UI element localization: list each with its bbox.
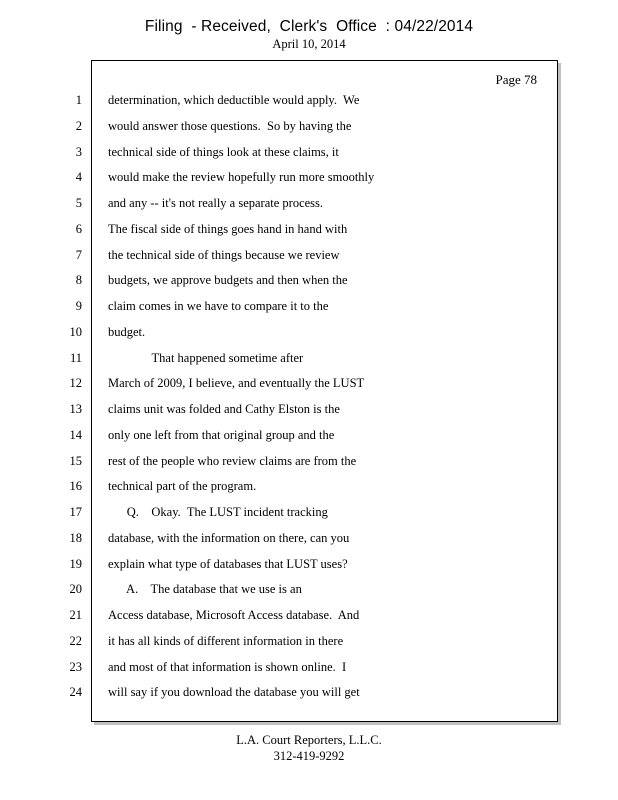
transcript-line [0, 222, 560, 240]
transcript-line [0, 479, 560, 497]
transcript-line [0, 428, 560, 446]
line-text: the technical side of things because we review [108, 247, 340, 262]
transcript-line [0, 685, 560, 703]
line-text: would answer those questions. So by having the [108, 118, 352, 133]
line-number: 3 [75, 144, 82, 159]
line-number: 16 [69, 479, 82, 494]
line-text: Access database, Microsoft Access database. And [108, 608, 360, 622]
line-text: That happened sometime after [108, 350, 304, 365]
transcript-line [0, 505, 560, 523]
line-text: budgets, we approve budgets and then when the [108, 273, 348, 288]
line-number: 14 [69, 427, 82, 442]
line-text: explain what type of databases that LUST uses? [108, 556, 348, 571]
transcript-line [0, 454, 560, 472]
transcript-line [0, 634, 560, 652]
court-reporter-phone: 312-419-9292 [273, 749, 345, 763]
page-number: Page 78 [495, 72, 537, 87]
line-number: 1 [75, 93, 82, 107]
filing-stamp: Filing - Received, Clerk's Office : 04/22/2014 [144, 18, 474, 35]
line-number: 13 [69, 402, 82, 416]
line-number: 12 [69, 376, 82, 391]
line-number: 21 [69, 608, 82, 622]
transcript-line [0, 325, 560, 343]
transcript-line [0, 299, 560, 317]
transcript-line [0, 145, 560, 163]
transcript-line [0, 351, 560, 369]
line-number: 19 [69, 556, 82, 571]
line-text: budget. [108, 324, 146, 339]
line-number: 8 [75, 273, 82, 288]
transcript-line [0, 608, 560, 626]
line-number: 15 [69, 453, 82, 468]
transcript-line [0, 557, 560, 575]
line-text: claim comes in we have to compare it to the [108, 299, 329, 313]
transcript-line [0, 93, 560, 111]
line-number: 17 [69, 505, 82, 519]
line-text: technical side of things look at these claims, it [108, 144, 339, 159]
line-text: Q. Okay. The LUST incident tracking [108, 505, 328, 519]
line-text: claims unit was folded and Cathy Elston is the [108, 402, 340, 416]
transcript-line [0, 402, 560, 420]
line-number: 7 [75, 247, 82, 262]
transcript-line [0, 119, 560, 137]
line-text: March of 2009, I believe, and eventually the LUST [108, 376, 365, 391]
transcript-line [0, 248, 560, 266]
line-number: 24 [69, 685, 82, 700]
line-number: 4 [75, 170, 82, 185]
transcript-date: April 10, 2014 [272, 37, 346, 51]
line-text: technical part of the program. [108, 479, 257, 494]
transcript-line [0, 531, 560, 549]
line-text: and any -- it's not really a separate process. [108, 196, 324, 210]
line-number: 10 [69, 324, 82, 339]
line-text: would make the review hopefully run more smoothly [108, 170, 375, 185]
court-reporter-name: L.A. Court Reporters, L.L.C. [236, 733, 382, 747]
line-text: rest of the people who review claims are from the [108, 453, 357, 468]
transcript-line [0, 273, 560, 291]
line-text: determination, which deductible would apply. We [108, 93, 360, 107]
line-number: 2 [75, 118, 82, 133]
line-number: 9 [75, 299, 82, 313]
line-number: 5 [75, 196, 82, 210]
line-text: will say if you download the database you will get [108, 685, 360, 700]
line-text: and most of that information is shown online. I [108, 659, 347, 674]
line-text: The fiscal side of things goes hand in hand with [108, 221, 348, 236]
line-text: A. The database that we use is an [108, 582, 302, 597]
line-text: it has all kinds of different information in there [108, 633, 344, 648]
line-number: 6 [75, 221, 82, 236]
line-number: 11 [69, 350, 82, 365]
line-number: 23 [69, 659, 82, 674]
transcript-line [0, 376, 560, 394]
transcript-line [0, 196, 560, 214]
line-number: 20 [69, 582, 82, 597]
line-number: 22 [69, 633, 82, 648]
line-number: 18 [69, 530, 82, 545]
transcript-line [0, 582, 560, 600]
transcript-line [0, 660, 560, 678]
line-text: database, with the information on there, can you [108, 530, 350, 545]
line-text: only one left from that original group and the [108, 427, 335, 442]
transcript-line [0, 170, 560, 188]
